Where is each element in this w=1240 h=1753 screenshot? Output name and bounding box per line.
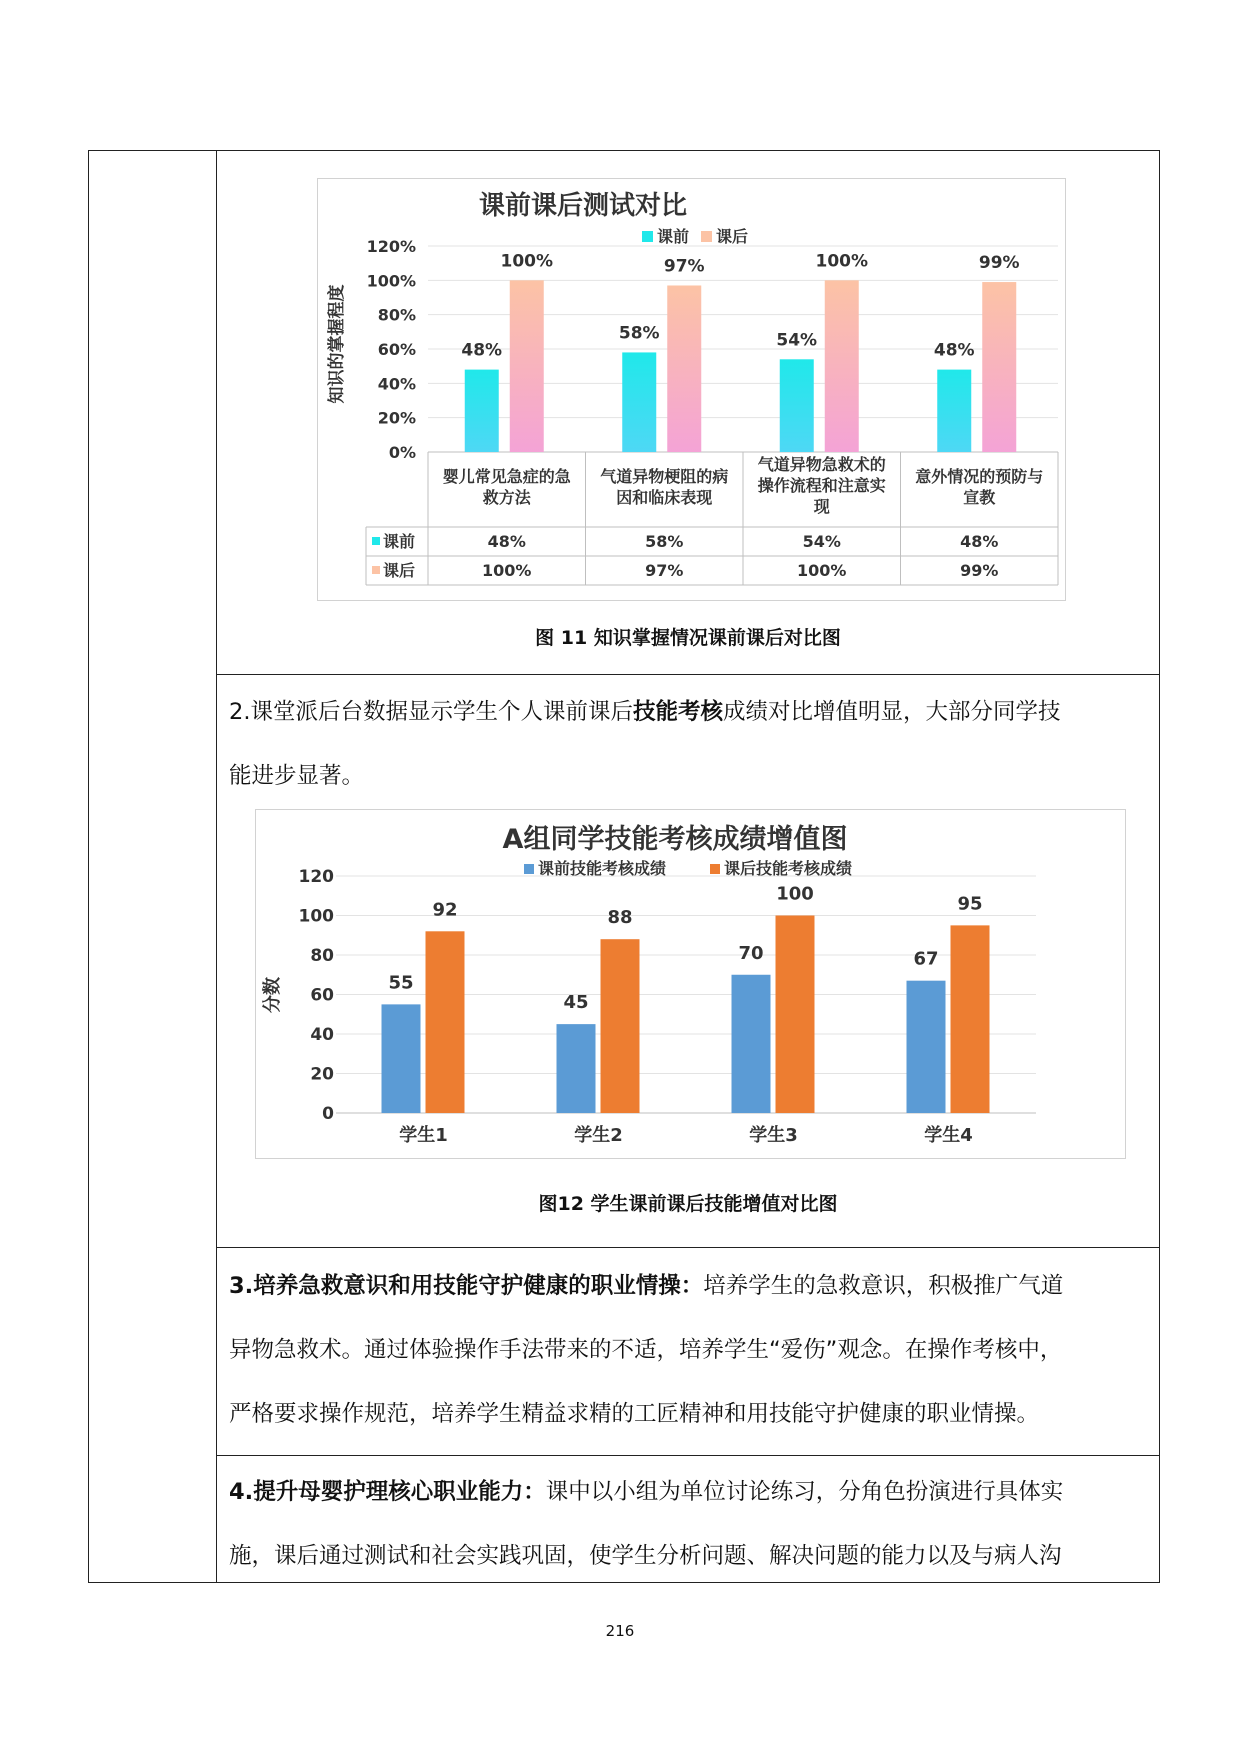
table-cell: 48% xyxy=(487,532,526,551)
bar-before xyxy=(780,359,814,452)
data-label: 100% xyxy=(500,251,554,272)
legend-swatch-before xyxy=(524,864,534,874)
data-label: 95 xyxy=(957,893,983,915)
p4-bold: 4.提升母婴护理核心职业能力： xyxy=(229,1479,546,1505)
y-tick-label: 60% xyxy=(377,340,416,359)
data-label: 99% xyxy=(978,253,1020,274)
table-cell: 48% xyxy=(960,532,999,551)
content-table xyxy=(88,150,1160,1583)
y-tick-label: 40% xyxy=(377,374,416,394)
table-swatch-before xyxy=(372,537,380,545)
data-label: 48% xyxy=(933,340,975,361)
paragraph-3-line-2: 异物急救术。通过体验操作手法带来的不适，培养学生“爱伤”观念。在操作考核中， xyxy=(229,1337,1063,1363)
bar-after xyxy=(776,916,815,1114)
chart-title: 课前课后测试对比 xyxy=(478,191,688,221)
bar-after xyxy=(510,280,544,452)
figure-11-caption: 图 11 知识掌握情况课前课后对比图 xyxy=(535,627,841,649)
category-label: 气道异物急救术的 xyxy=(757,455,886,474)
category-label: 意外情况的预防与 xyxy=(915,467,1044,486)
paragraph-3-cell xyxy=(217,1247,1159,1455)
table-cell: 58% xyxy=(645,532,684,551)
data-label: 100 xyxy=(776,883,814,905)
p2-text-a: 2.课堂派后台数据显示学生个人课前课后 xyxy=(229,699,633,725)
category-label: 学生3 xyxy=(749,1125,798,1146)
y-axis-title: 知识的掌握程度 xyxy=(327,284,347,404)
table-cell: 100% xyxy=(797,561,847,580)
category-label: 操作流程和注意实 xyxy=(757,476,886,495)
bar-after xyxy=(951,925,990,1113)
y-tick-label: 80% xyxy=(377,305,416,325)
page-number: 216 xyxy=(605,1622,635,1640)
category-label: 因和临床表现 xyxy=(616,488,713,507)
legend-label-after: 课后 xyxy=(716,227,749,246)
data-label: 88 xyxy=(607,907,633,929)
y-tick-label: 0 xyxy=(322,1104,334,1124)
category-label: 救方法 xyxy=(482,488,531,507)
paragraph-4-cell xyxy=(217,1455,1159,1584)
y-tick-label: 80 xyxy=(310,946,334,966)
figure-12-caption: 图12 学生课前课后技能增值对比图 xyxy=(538,1193,838,1215)
y-tick-label: 0% xyxy=(388,443,416,462)
paragraph-2 xyxy=(229,680,1147,808)
bar-before xyxy=(557,1024,596,1113)
table-row-label: 课前 xyxy=(383,532,416,551)
bar-after xyxy=(982,282,1016,452)
p4-text-1: 课中以小组为单位讨论练习，分角色扮演进行具体实 xyxy=(545,1479,1064,1505)
bar-before xyxy=(907,981,946,1113)
chart-skill-scores-svg xyxy=(256,810,1124,1157)
category-label: 婴儿常见急症的急 xyxy=(442,467,571,486)
paragraph-2-line-1 xyxy=(229,680,1147,744)
y-tick-label: 60 xyxy=(310,985,334,1006)
data-label: 54% xyxy=(776,330,818,351)
category-label: 学生1 xyxy=(399,1125,448,1146)
p3-text-1: 培养学生的急救意识，积极推广气道 xyxy=(703,1273,1064,1299)
chart-skill-scores xyxy=(255,809,1126,1159)
category-label: 学生4 xyxy=(924,1125,973,1146)
legend-swatch-after xyxy=(701,231,712,242)
data-label: 48% xyxy=(461,340,503,361)
table-cell: 54% xyxy=(802,532,841,551)
y-tick-label: 40 xyxy=(310,1025,334,1045)
legend-swatch-after xyxy=(710,864,720,874)
paragraph-2-line-2: 能进步显著。 xyxy=(229,763,365,789)
bar-after xyxy=(601,939,640,1113)
p3-bold: 3.培养急救意识和用技能守护健康的职业情操： xyxy=(229,1273,704,1299)
bar-before xyxy=(732,975,771,1113)
data-label: 100% xyxy=(815,251,869,272)
paragraph-3 xyxy=(229,1254,1147,1446)
legend-label-after: 课后技能考核成绩 xyxy=(724,859,853,878)
bar-before xyxy=(937,370,971,452)
category-label: 宣教 xyxy=(963,488,996,507)
table-cell: 97% xyxy=(645,561,684,580)
bar-after xyxy=(426,931,465,1113)
category-label: 气道异物梗阻的病 xyxy=(600,467,729,486)
category-label: 现 xyxy=(813,497,830,516)
y-tick-label: 100 xyxy=(298,906,334,927)
table-cell: 99% xyxy=(960,561,999,580)
y-tick-label: 120% xyxy=(366,237,416,256)
data-label: 58% xyxy=(618,323,660,344)
paragraph-4 xyxy=(229,1460,1147,1588)
table-cell: 100% xyxy=(482,561,532,580)
p2-text-b: 成绩对比增值明显，大部分同学技 xyxy=(722,699,1061,725)
bar-after xyxy=(667,285,701,452)
legend-label-before: 课前技能考核成绩 xyxy=(538,859,667,878)
paragraph-2-cell xyxy=(217,674,1159,1247)
y-axis-title: 分数 xyxy=(262,977,283,1013)
bar-before xyxy=(622,352,656,452)
data-label: 67 xyxy=(913,948,939,970)
bar-before xyxy=(465,370,499,452)
y-tick-label: 20 xyxy=(310,1064,334,1085)
y-tick-label: 100% xyxy=(366,271,416,291)
bar-after xyxy=(825,280,859,452)
data-label: 70 xyxy=(738,942,764,964)
table-swatch-after xyxy=(372,566,380,574)
chart-test-comparison xyxy=(317,178,1066,601)
paragraph-3-line-1 xyxy=(229,1254,1147,1318)
chart-test-comparison-svg xyxy=(318,179,1064,599)
y-tick-label: 20% xyxy=(377,408,416,428)
data-label: 45 xyxy=(563,992,589,1014)
data-label: 97% xyxy=(663,256,705,277)
table-row-label: 课后 xyxy=(383,561,416,580)
paragraph-4-line-2: 施，课后通过测试和社会实践巩固，使学生分析问题、解决问题的能力以及与病人沟 xyxy=(229,1543,1062,1569)
paragraph-4-line-1 xyxy=(229,1460,1147,1524)
legend-swatch-before xyxy=(642,231,653,242)
left-column-cell xyxy=(89,151,217,1582)
category-label: 学生2 xyxy=(574,1125,623,1146)
legend-label-before: 课前 xyxy=(657,227,690,246)
figure-11-cell xyxy=(217,151,1159,674)
data-label: 92 xyxy=(432,899,458,921)
bar-before xyxy=(382,1004,421,1113)
p2-bold: 技能考核 xyxy=(632,699,723,725)
y-tick-label: 120 xyxy=(298,867,334,887)
data-label: 55 xyxy=(388,972,414,994)
paragraph-3-line-3: 严格要求操作规范，培养学生精益求精的工匠精神和用技能守护健康的职业情操。 xyxy=(229,1401,1040,1427)
chart-title: A组同学技能考核成绩增值图 xyxy=(502,824,848,855)
